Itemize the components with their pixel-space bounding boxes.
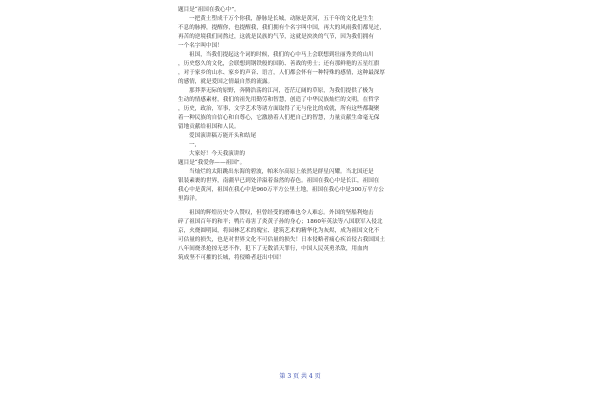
section2-title: 题目是“我爱你——祖国”。 [178, 160, 246, 166]
paragraph-line: 八年间烧杀抢掠无恶不作，犯下了无数滔天罪行，中国人民英勇杀敌，用血肉 [178, 246, 369, 252]
paragraph-line: 生动的情感素材，我们的祖先用勤劳和智慧，创造了中华民族灿烂的文明，在哲学 [178, 97, 380, 103]
paragraph-line: 筑成坚不可摧的长城，将侵略者赶出中国！ [178, 255, 285, 261]
paragraph-line: 京，火烧圆明园，将园林艺术的瑰宝、建筑艺术的精华化为灰烬，成为祖国文化不 [178, 228, 380, 234]
paragraph-line: 里海洋。 [178, 196, 201, 202]
paragraph-line: 可估量的损失，也是对世界文化不可估量的损失！日本侵略者痛心疾首侵占我国国土 [178, 237, 385, 243]
paragraph-line: 祖国的辉煌历史令人赞叹，但曾经受的磨难也令人难忘。外国的坚船利炮击 [189, 210, 374, 216]
paragraph-line: 着一种民族的自信心和自尊心，它激励着人们把自己的智慧，力量贡献生命毫无保 [178, 115, 380, 121]
section2-greeting: 大家好！今天我演讲的 [189, 151, 245, 157]
paragraph-line: ，对于家乡的山水、家乡的声音、语言，人们都会怀有一种特殊的感情，这种最深厚 [178, 70, 385, 76]
paragraph-line: 的感情，就是爱国之情最自然的流露。 [178, 79, 274, 85]
paragraph-line: 留地贡献给祖国和人民。 [178, 124, 240, 130]
paragraph-line: 一个名字叫中国！ [178, 43, 223, 49]
paragraph-line: 再苦的逆境我们同熬过，这就是民族的气节，这就是泱泱的气节，因为我们拥有 [178, 34, 374, 40]
paragraph-line: 我心中是黄河，祖国在我心中是960万平方公里土地，祖国在我心中是300万平方公 [178, 187, 384, 193]
section2-heading: 爱国演讲稿万能开头和结尾 [189, 133, 257, 139]
section2-number: 一, [189, 142, 197, 148]
paragraph-line: ，历史悠久的文化，会联想到钢铁般的国防、善战的勇士；还有那鲜艳的五星红旗 [178, 61, 380, 67]
paragraph-line: 碎了祖国百年的和平；鸭片毒害了炎黄子孙的身心；1860年英法等八国联军入侵北 [178, 219, 383, 225]
paragraph-line: 不息的脉搏，提醒你，也提醒我，我们拥有个名字叫中国，再大的风雨我们都见过， [178, 25, 385, 31]
page-number-footer: 第 3 页 共 4 页 [279, 373, 321, 380]
paragraph-line: 那莽莽无际的原野，奔腾浩荡的江河，苍茫辽阔的草原，为我们提供了极为 [189, 88, 374, 94]
paragraph-line: 银装素裹的世界，南疆早已到处洋溢着盎然的春色。祖国在我心中是长江，祖国在 [178, 178, 380, 184]
document-body [178, 6, 428, 263]
paragraph-line: ，历史，政治，军事，文学艺术等诸方面取得了无与伦比的成就，所有这些都凝聚 [178, 106, 380, 112]
section1-title: 题目是“祖国在我心中”。 [178, 7, 240, 13]
paragraph-line: 一把黄土塑成千万个你我，静脉是长城，动脉是黄河，五千年的文化是生生 [189, 16, 374, 22]
paragraph-line: 祖国，当我们提起这个词的时候，我们的心中马上会联想到壮丽秀美的山川 [189, 52, 374, 58]
paragraph-line: 当灿烂的太阳跳出东海的碧波，帕米尔高原上依然是群星闪耀。当北国还是 [189, 169, 374, 175]
